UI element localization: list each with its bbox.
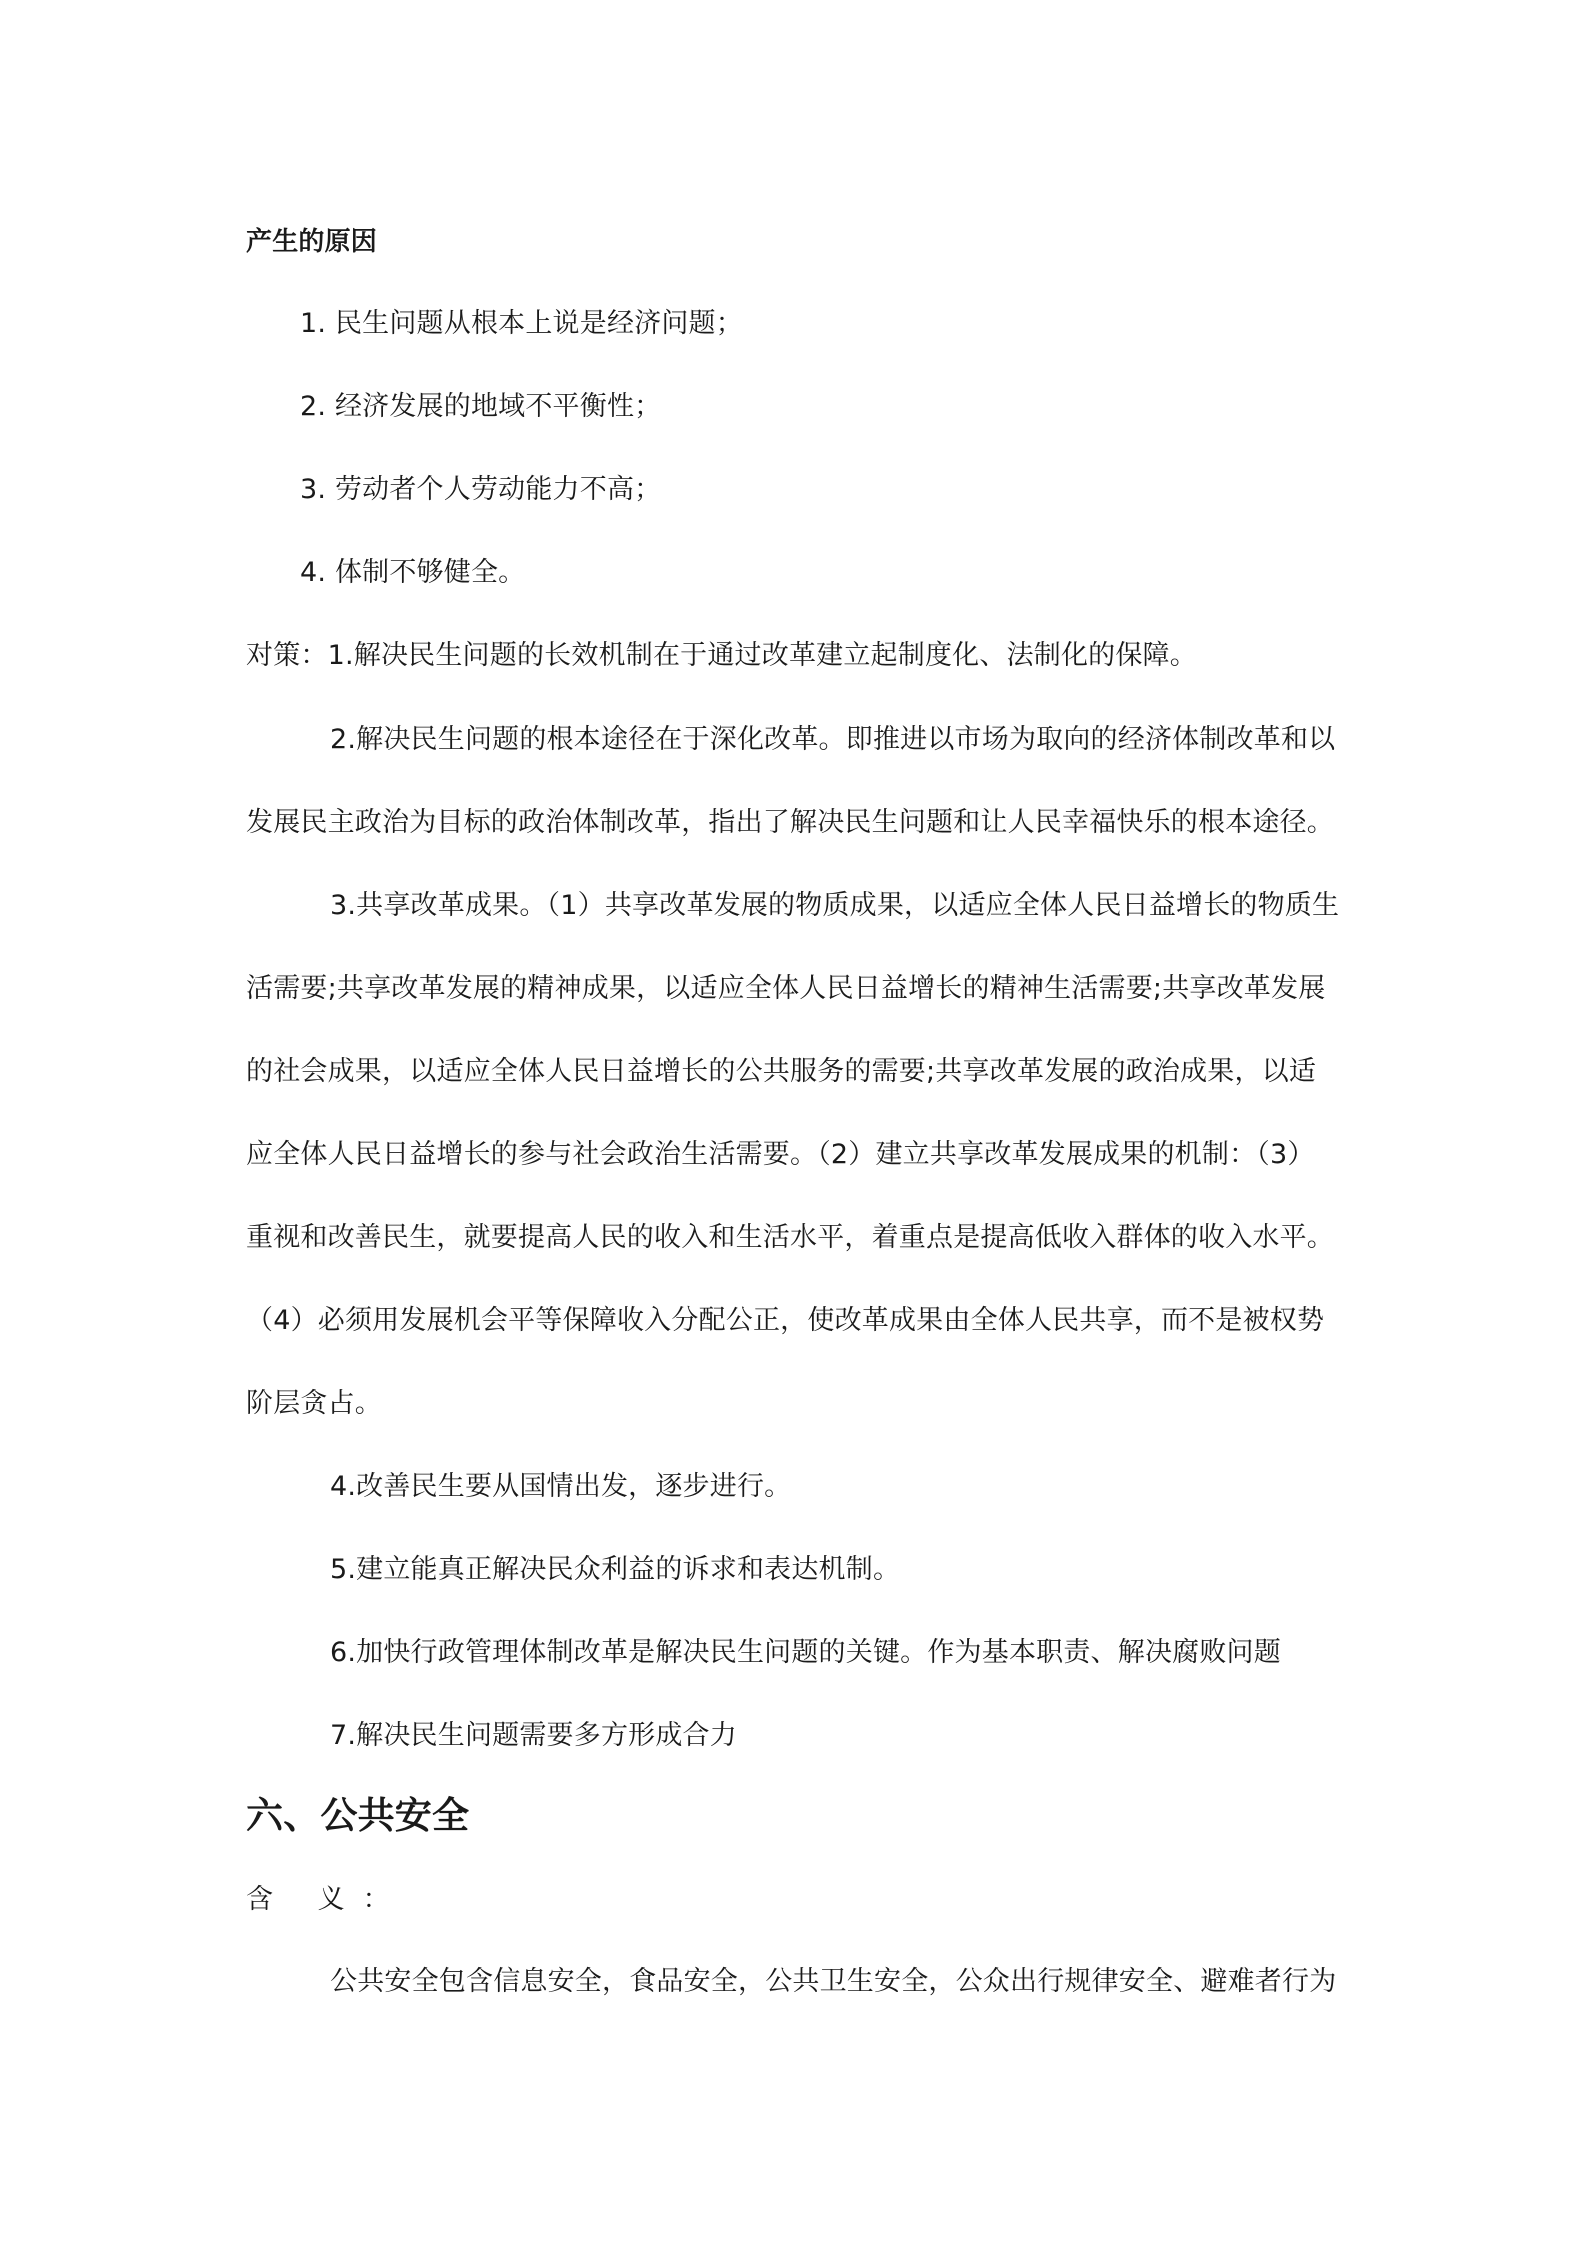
cause-item-2: 2. 经济发展的地域不平衡性；: [300, 391, 662, 422]
measures-line-11: 4.改善民生要从国情出发，逐步进行。: [330, 1471, 792, 1502]
measures-line-12: 5.建立能真正解决民众利益的诉求和表达机制。: [330, 1554, 901, 1585]
measures-line-4: 3.共享改革成果。（1）共享改革发展的物质成果，以适应全体人民日益增长的物质生: [330, 890, 1340, 921]
cause-item-4: 4. 体制不够健全。: [300, 557, 526, 588]
measures-line-13: 6.加快行政管理体制改革是解决民生问题的关键。作为基本职责、解决腐败问题: [330, 1637, 1281, 1668]
cause-item-1: 1. 民生问题从根本上说是经济问题；: [300, 308, 743, 339]
measures-line-6: 的社会成果，以适应全体人民日益增长的公共服务的需要;共享改革发展的政治成果，以适: [246, 1056, 1317, 1087]
measures-line-2: 2.解决民生问题的根本途径在于深化改革。即推进以市场为取向的经济体制改革和以: [330, 724, 1336, 755]
measures-line-5: 活需要;共享改革发展的精神成果，以适应全体人民日益增长的精神生活需要;共享改革发展: [246, 973, 1326, 1004]
measures-line-3: 发展民主政治为目标的政治体制改革，指出了解决民生问题和让人民幸福快乐的根本途径。: [246, 807, 1334, 838]
measures-line-8: 重视和改善民生，就要提高人民的收入和生活水平，着重点是提高低收入群体的收入水平。: [246, 1222, 1334, 1253]
measures-line-14: 7.解决民生问题需要多方形成合力: [330, 1720, 737, 1751]
measures-line-7: 应全体人民日益增长的参与社会政治生活需要。（2）建立共享改革发展成果的机制：（3）: [246, 1139, 1315, 1170]
cause-item-3: 3. 劳动者个人劳动能力不高；: [300, 474, 662, 505]
meaning-label: 含 义：: [246, 1884, 408, 1915]
measures-line-1: 对策：1.解决民生问题的长效机制在于通过改革建立起制度化、法制化的保障。: [246, 640, 1197, 671]
public-safety-text-line-1: 公共安全包含信息安全，食品安全，公共卫生安全，公众出行规律安全、避难者行为: [330, 1966, 1337, 1997]
measures-line-9: （4）必须用发展机会平等保障收入分配公正，使改革成果由全体人民共享，而不是被权势: [246, 1305, 1325, 1336]
measures-line-10: 阶层贪占。: [246, 1388, 382, 1419]
section-heading-public-safety: 六、公共安全: [246, 1794, 470, 1837]
causes-title: 产生的原因: [246, 227, 378, 257]
